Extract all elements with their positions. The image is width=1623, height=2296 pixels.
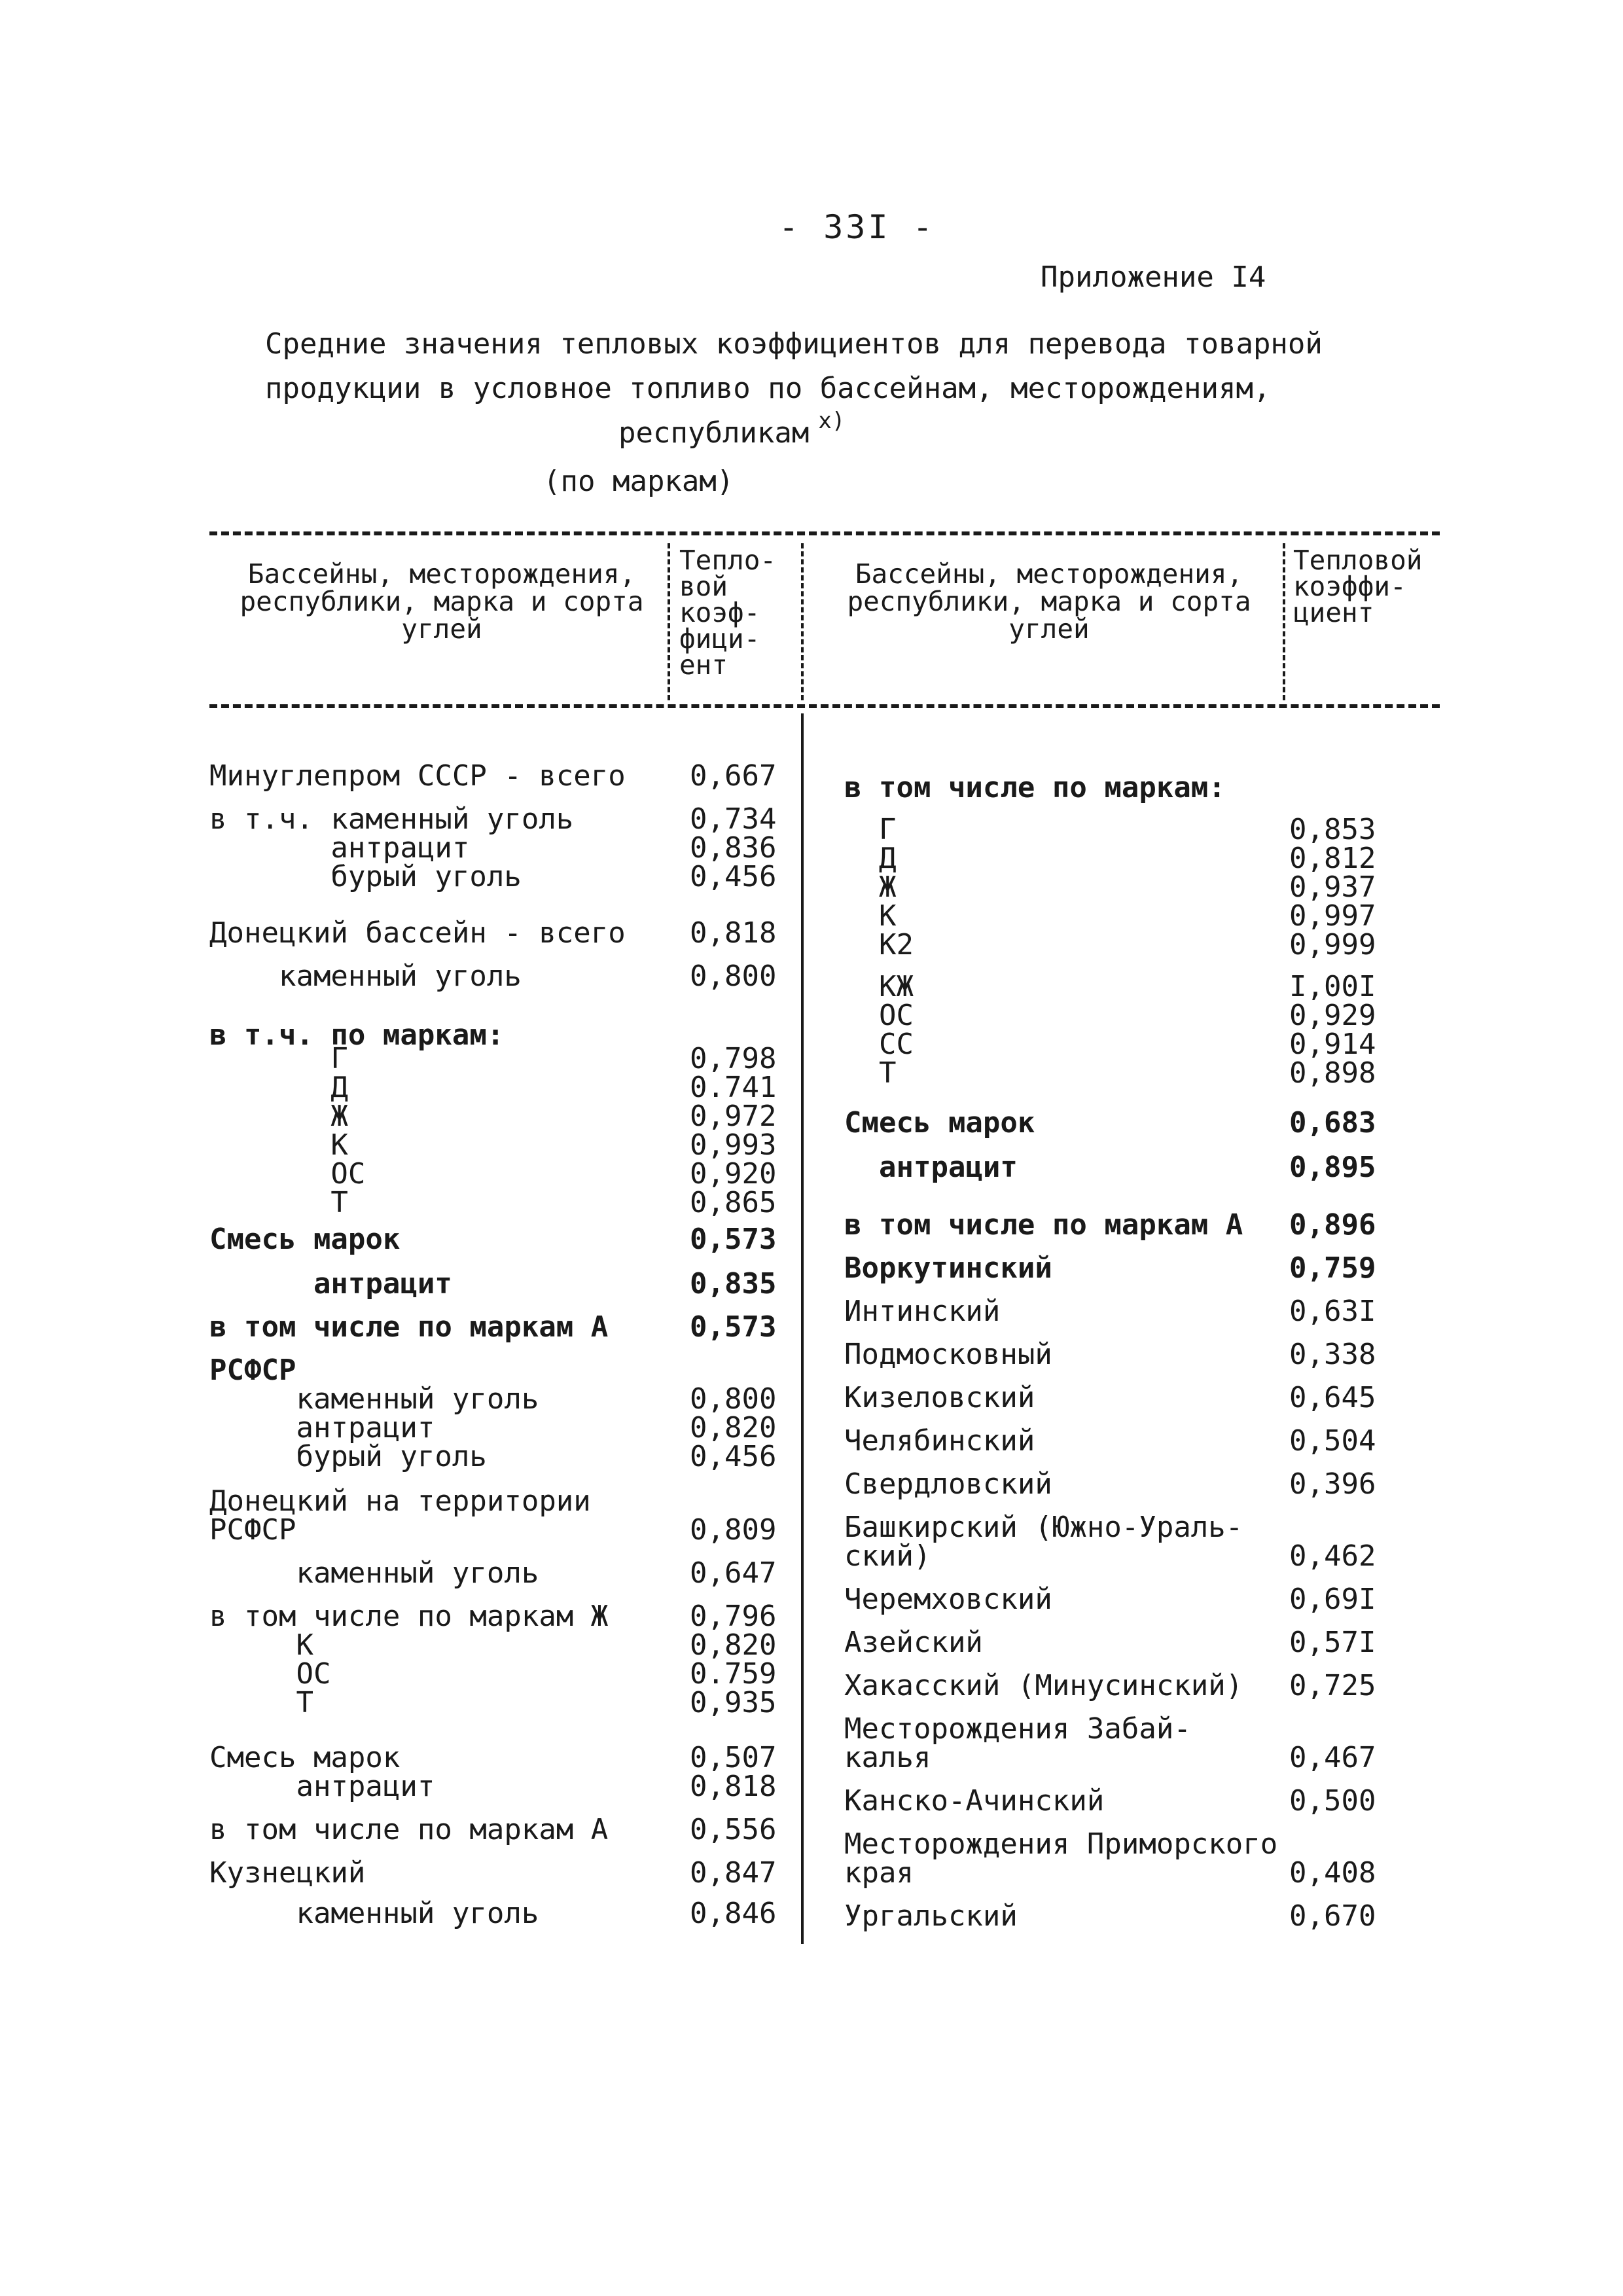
- row-name: в том числе по маркам Ж: [209, 1600, 609, 1633]
- row-name: Свердловский: [844, 1467, 1052, 1501]
- row-value: 0,507: [690, 1741, 777, 1774]
- row-name: Месторождения Забай-: [844, 1712, 1191, 1746]
- left-coef-header: Тепло- вой коэф- фици- ент: [679, 545, 777, 681]
- row-value: 0,929: [1289, 999, 1376, 1032]
- row-value: 0,935: [690, 1686, 777, 1719]
- row-name: каменный уголь: [209, 1897, 539, 1930]
- footnote-mark: x): [818, 408, 846, 434]
- title-line-3: [618, 408, 846, 457]
- row-value: 0,759: [1289, 1251, 1376, 1285]
- row-name: ОС: [209, 1657, 331, 1691]
- row-value: 0,504: [1289, 1424, 1376, 1458]
- row-value: 0,896: [1289, 1208, 1376, 1242]
- row-value: 0,835: [690, 1267, 777, 1300]
- row-name: Т: [209, 1186, 348, 1219]
- appendix-label: Приложение I4: [1041, 260, 1266, 294]
- row-value: 0,818: [690, 916, 777, 950]
- title-line-4: (по маркам): [543, 465, 734, 498]
- row-name: Г: [844, 813, 897, 846]
- row-name: в том числе по маркам А: [209, 1813, 609, 1846]
- row-value: 0,69I: [1289, 1583, 1376, 1616]
- row-value: 0,670: [1289, 1899, 1376, 1933]
- row-name: каменный уголь: [209, 960, 522, 993]
- row-value: 0,725: [1289, 1669, 1376, 1702]
- row-name: К2: [844, 928, 914, 961]
- row-name: Месторождения Приморского: [844, 1827, 1278, 1861]
- row-name: антрацит: [209, 831, 470, 865]
- table-header-bottom-rule: [209, 704, 1440, 708]
- row-value: 0,556: [690, 1813, 777, 1846]
- header-divider-3: [1283, 543, 1285, 700]
- row-name: в том числе по маркам А: [209, 1310, 609, 1344]
- row-name: КЖ: [844, 970, 914, 1003]
- right-name-header: Бассейны, месторождения, республики, марка и сорта углей: [847, 558, 1251, 645]
- column-divider: [801, 713, 804, 1944]
- row-name: Т: [209, 1686, 313, 1719]
- row-value: 0,63I: [1289, 1295, 1376, 1328]
- row-value: 0,500: [1289, 1784, 1376, 1818]
- row-value: 0,456: [690, 1440, 777, 1473]
- row-name: каменный уголь: [209, 1556, 539, 1590]
- row-name: РСФСР: [209, 1354, 296, 1387]
- row-name: РСФСР: [209, 1513, 296, 1547]
- row-name: Донецкий бассейн - всего: [209, 916, 626, 950]
- row-name: Г: [209, 1042, 348, 1075]
- row-value: 0,865: [690, 1186, 777, 1219]
- page-number: - 33I -: [779, 208, 935, 246]
- row-name: Д: [209, 1071, 348, 1104]
- row-value: 0,836: [690, 831, 777, 865]
- row-name: Челябинский: [844, 1424, 1035, 1458]
- row-value: 0,573: [690, 1223, 777, 1256]
- row-value: 0,396: [1289, 1467, 1376, 1501]
- row-value: 0,798: [690, 1042, 777, 1075]
- row-name: в том числе по маркам А: [844, 1208, 1243, 1242]
- header-divider-2: [801, 543, 804, 700]
- row-value: 0,997: [1289, 899, 1376, 933]
- row-name: Кизеловский: [844, 1381, 1035, 1414]
- row-name: антрацит: [209, 1770, 435, 1803]
- row-value: 0,937: [1289, 870, 1376, 904]
- row-value: 0,667: [690, 759, 777, 793]
- row-value: 0,820: [690, 1628, 777, 1662]
- row-value: 0,338: [1289, 1338, 1376, 1371]
- row-name: Подмосковный: [844, 1338, 1052, 1371]
- row-name: Ургальский: [844, 1899, 1018, 1933]
- row-value: 0.741: [690, 1071, 777, 1104]
- row-value: 0,467: [1289, 1741, 1376, 1774]
- row-value: 0,853: [1289, 813, 1376, 846]
- row-value: 0,993: [690, 1128, 777, 1162]
- row-name: СС: [844, 1028, 914, 1061]
- row-value: 0,914: [1289, 1028, 1376, 1061]
- row-name: Донецкий на территории: [209, 1484, 591, 1518]
- row-name: каменный уголь: [209, 1382, 539, 1416]
- row-name: Т: [844, 1056, 897, 1090]
- right-coef-header: Тепловой коэффи- циент: [1293, 545, 1423, 628]
- row-value: 0.759: [690, 1657, 777, 1691]
- row-name: Д: [844, 842, 897, 875]
- row-name: Интинский: [844, 1295, 1001, 1328]
- row-value: 0,999: [1289, 928, 1376, 961]
- row-name: края: [844, 1856, 914, 1890]
- row-value: 0,809: [690, 1513, 777, 1547]
- row-name: ОС: [209, 1157, 366, 1191]
- title-line-2: продукции в условное топливо по бассейнам, месторождениям,: [265, 372, 1271, 405]
- row-name: в т.ч. по маркам:: [209, 1018, 505, 1052]
- row-name: бурый уголь: [209, 860, 522, 893]
- row-value: 0,408: [1289, 1856, 1376, 1890]
- row-value: 0,846: [690, 1897, 777, 1930]
- row-value: 0,820: [690, 1411, 777, 1444]
- row-name: Азейский: [844, 1626, 983, 1659]
- row-name: ОС: [844, 999, 914, 1032]
- row-value: 0,796: [690, 1600, 777, 1633]
- row-value: 0,898: [1289, 1056, 1376, 1090]
- row-name: К: [844, 899, 897, 933]
- row-name: Смесь марок: [209, 1741, 401, 1774]
- row-name: Минуглепром СССР - всего: [209, 759, 626, 793]
- header-divider-1: [668, 543, 670, 700]
- row-name: Ж: [209, 1100, 348, 1133]
- row-name: антрацит: [844, 1151, 1018, 1184]
- row-name: Кузнецкий: [209, 1856, 366, 1890]
- row-value: 0,972: [690, 1100, 777, 1133]
- row-value: 0,812: [1289, 842, 1376, 875]
- row-value: 0,683: [1289, 1106, 1376, 1139]
- row-name: Башкирский (Южно-Ураль-: [844, 1511, 1243, 1544]
- row-name: Канско-Ачинский: [844, 1784, 1105, 1818]
- row-name: в том числе по маркам:: [844, 771, 1226, 804]
- row-value: 0,818: [690, 1770, 777, 1803]
- table-top-rule: [209, 531, 1440, 535]
- row-value: I,00I: [1289, 970, 1376, 1003]
- title-line-1: Средние значения тепловых коэффициентов для перевода товарной: [265, 327, 1323, 361]
- row-value: 0,573: [690, 1310, 777, 1344]
- row-name: Хакасский (Минусинский): [844, 1669, 1243, 1702]
- row-value: 0,895: [1289, 1151, 1376, 1184]
- row-value: 0,456: [690, 860, 777, 893]
- row-name: антрацит: [209, 1267, 452, 1300]
- row-value: 0,800: [690, 1382, 777, 1416]
- left-name-header: Бассейны, месторождения, республики, марка и сорта углей: [240, 558, 644, 645]
- row-value: 0,847: [690, 1856, 777, 1890]
- row-name: ский): [844, 1539, 931, 1573]
- row-name: Смесь марок: [209, 1223, 401, 1256]
- row-name: калья: [844, 1741, 931, 1774]
- row-name: Черемховский: [844, 1583, 1052, 1616]
- row-value: 0,800: [690, 960, 777, 993]
- row-value: 0,647: [690, 1556, 777, 1590]
- row-value: 0,57I: [1289, 1626, 1376, 1659]
- row-name: Смесь марок: [844, 1106, 1035, 1139]
- row-name: Ж: [844, 870, 897, 904]
- row-name: К: [209, 1628, 313, 1662]
- row-value: 0,734: [690, 802, 777, 836]
- title-line-3-text: республикам: [618, 416, 810, 450]
- row-name: бурый уголь: [209, 1440, 487, 1473]
- row-value: 0,645: [1289, 1381, 1376, 1414]
- row-value: 0,462: [1289, 1539, 1376, 1573]
- row-name: в т.ч. каменный уголь: [209, 802, 574, 836]
- row-name: К: [209, 1128, 348, 1162]
- row-name: Воркутинский: [844, 1251, 1052, 1285]
- row-value: 0,920: [690, 1157, 777, 1191]
- row-name: антрацит: [209, 1411, 435, 1444]
